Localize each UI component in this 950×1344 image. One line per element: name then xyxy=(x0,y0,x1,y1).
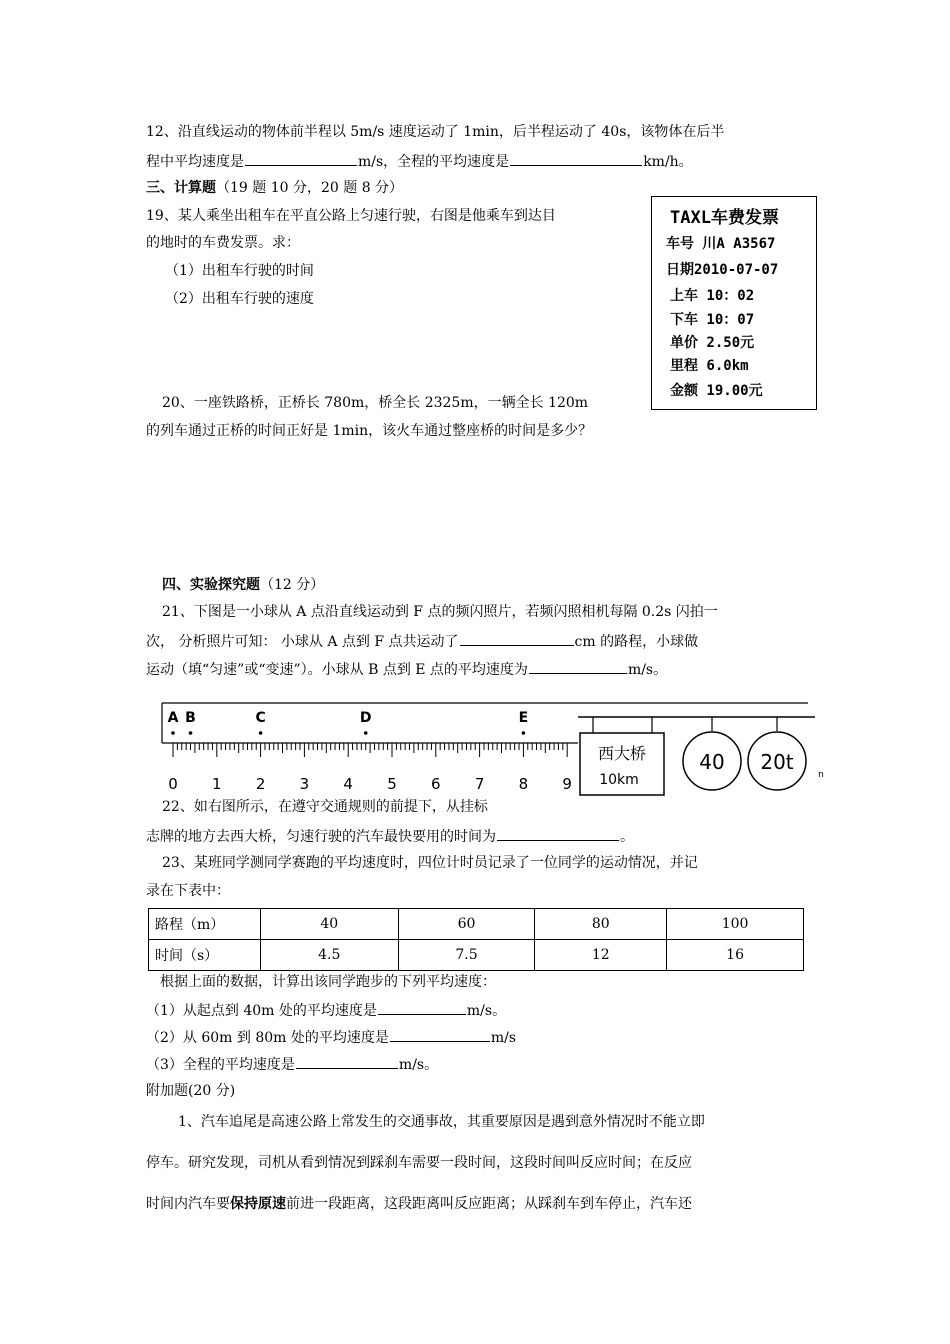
table-cell: 路程（m） xyxy=(149,909,261,940)
receipt-plate: 车号 川A A3567 xyxy=(666,236,776,252)
table-cell: 40 xyxy=(260,909,398,940)
q19-line2: 的地时的车费发票。求： xyxy=(146,235,300,251)
receipt-title: TAXL车费发票 xyxy=(670,208,779,228)
ruler-number: 8 xyxy=(518,775,529,793)
q21-answer-blank-2[interactable] xyxy=(529,658,627,674)
ruler-point-label: B xyxy=(185,710,196,726)
ruler-number: 6 xyxy=(431,775,441,793)
q23-intro: 根据上面的数据，计算出该同学跑步的下列平均速度： xyxy=(160,974,496,990)
ruler-point-label: E xyxy=(518,710,529,726)
q23-p3-text-b: m/s。 xyxy=(398,1057,439,1073)
ruler-number: 9 xyxy=(562,775,572,793)
q21-text-b: cm 的路程，小球做 xyxy=(574,634,699,650)
q19-sub1: （1）出租车行驶的时间 xyxy=(165,263,314,279)
receipt-amount: 金额 19.00元 xyxy=(670,383,763,399)
ruler-ball-dot xyxy=(522,731,526,735)
q23-answer-blank-2[interactable] xyxy=(390,1026,490,1042)
ruler-number: 4 xyxy=(343,775,353,793)
section3-heading xyxy=(146,178,403,198)
table-row xyxy=(149,909,804,940)
q23-p1-text-a: （1）从起点到 40m 处的平均速度是 xyxy=(146,1003,377,1019)
ruler-ball-dot xyxy=(259,731,263,735)
q21-text-d: m/s。 xyxy=(627,662,668,678)
bonus-line3 xyxy=(146,1194,692,1214)
q22-text-a: 志牌的地方去西大桥，匀速行驶的汽车最快要用的时间为 xyxy=(146,829,496,845)
q19-line1: 19、某人乘坐出租车在平直公路上匀速行驶，右图是他乘车到达目 xyxy=(146,208,556,224)
q22-line2 xyxy=(146,825,634,847)
ruler-number: 7 xyxy=(474,775,485,793)
q12-answer-blank-2[interactable] xyxy=(510,150,642,166)
receipt-board-time: 上车 10：02 xyxy=(670,288,755,304)
ruler-number: 5 xyxy=(387,775,397,793)
ruler-number: 1 xyxy=(212,775,222,793)
q21-answer-blank-1[interactable] xyxy=(460,630,574,646)
q12-line2 xyxy=(146,150,693,172)
q22-answer-blank[interactable] xyxy=(497,825,619,841)
q23-p1-text-b: m/s。 xyxy=(466,1003,507,1019)
speed-limit-value: 40 xyxy=(699,750,725,774)
section4-title: 四、实验探究题 xyxy=(162,577,260,593)
bonus-line3-text-b: 前进一段距离，这段距离叫反应距离；从踩刹车到车停止，汽车还 xyxy=(286,1196,692,1212)
q12-text-b: m/s，全程的平均速度是 xyxy=(358,154,510,170)
section3-note: （19 题 10 分，20 题 8 分） xyxy=(216,180,404,196)
q12-answer-blank-1[interactable] xyxy=(245,150,357,166)
ruler-ball-dot xyxy=(171,731,175,735)
table-cell: 100 xyxy=(667,909,804,940)
ruler-ticks xyxy=(173,743,567,757)
bonus-line3-text-a: 时间内汽车要 xyxy=(146,1196,230,1212)
table-row xyxy=(149,940,804,971)
q12-text-c: km/h。 xyxy=(643,154,693,170)
ruler-point-label: D xyxy=(359,710,372,726)
q21-line2 xyxy=(146,630,698,652)
table-cell: 60 xyxy=(398,909,535,940)
section4-heading xyxy=(162,575,324,595)
table-cell: 16 xyxy=(667,940,804,971)
q21-line1: 21、下图是一小球从 A 点沿直线运动到 F 点的频闪照片，若频闪照相机每隔 0.2s 闪拍一 xyxy=(162,604,718,620)
q21-text-a: 次， 分析照片可知： 小球从 A 点到 F 点共运动了 xyxy=(146,634,459,650)
ruler-number: 2 xyxy=(255,775,266,793)
receipt-distance: 里程 6.0km xyxy=(670,358,749,374)
q23-p3-text-a: （3）全程的平均速度是 xyxy=(146,1057,295,1073)
bridge-sign-distance: 10km xyxy=(599,772,639,788)
q23-part1 xyxy=(146,999,506,1021)
table-cell: 12 xyxy=(535,940,667,971)
ruler-ball-dot xyxy=(364,731,368,735)
bridge-sign-name: 西大桥 xyxy=(597,744,647,763)
bonus-line2: 停车。研究发现，司机从看到情况到踩刹车需要一段时间，这段时间叫反应时间；在反应 xyxy=(146,1155,692,1171)
taxi-receipt xyxy=(651,196,817,410)
q22-line1: 22、如右图所示，在遵守交通规则的前提下，从挂标 xyxy=(162,799,488,815)
table-cell: 7.5 xyxy=(398,940,535,971)
ruler-numbers xyxy=(168,775,572,793)
q23-line2: 录在下表中： xyxy=(146,883,230,899)
q19-sub2: （2）出租车行驶的速度 xyxy=(165,291,314,307)
strobe-ruler-figure xyxy=(0,695,950,800)
bonus-emphasis: 保持原速 xyxy=(230,1196,286,1212)
q23-answer-blank-3[interactable] xyxy=(296,1053,398,1069)
q23-part3 xyxy=(146,1053,438,1075)
receipt-date: 日期2010-07-07 xyxy=(666,262,779,278)
bonus-line1: 1、汽车追尾是高速公路上常发生的交通事故，其重要原因是遇到意外情况时不能立即 xyxy=(178,1114,705,1130)
q20-line2: 的列车通过正桥的时间正好是 1min，该火车通过整座桥的时间是多少？ xyxy=(146,423,593,439)
receipt-unit-price: 单价 2.50元 xyxy=(670,335,755,351)
ruler-number: 3 xyxy=(299,775,310,793)
ruler-point-label: A xyxy=(167,710,179,726)
table-cell: 时间（s） xyxy=(149,940,261,971)
q23-line1: 23、某班同学测同学赛跑的平均速度时，四位计时员记录了一位同学的运动情况，并记 xyxy=(162,855,698,871)
weight-limit-value: 20t xyxy=(760,750,794,774)
receipt-alight-time: 下车 10：07 xyxy=(670,312,755,328)
table-cell: 80 xyxy=(535,909,667,940)
bonus-title: 附加题(20 分) xyxy=(146,1083,236,1099)
table-cell: 4.5 xyxy=(260,940,398,971)
q23-p2-text-a: （2）从 60m 到 80m 处的平均速度是 xyxy=(146,1030,389,1046)
q21-text-c: 运动（填“匀速”或“变速”）。小球从 B 点到 E 点的平均速度为 xyxy=(146,662,528,678)
ruler-points xyxy=(168,710,529,735)
ruler-point-label: C xyxy=(255,710,266,726)
q23-answer-blank-1[interactable] xyxy=(378,999,466,1015)
section3-title: 三、计算题 xyxy=(146,180,216,196)
ruler-number: 0 xyxy=(168,775,178,793)
q23-part2 xyxy=(146,1026,516,1048)
stray-mark: n xyxy=(818,770,824,780)
q12-text-a: 程中平均速度是 xyxy=(146,154,244,170)
q20-line1: 20、一座铁路桥，正桥长 780m，桥全长 2325m，一辆全长 120m xyxy=(162,395,589,411)
ruler-ball-dot xyxy=(189,731,193,735)
q22-text-b: 。 xyxy=(620,829,634,845)
q21-line3 xyxy=(146,658,667,680)
q23-p2-text-b: m/s xyxy=(490,1030,517,1046)
q23-data-table xyxy=(148,908,804,971)
section4-note: （12 分） xyxy=(260,577,325,593)
q12-line1: 12、沿直线运动的物体前半程以 5m/s 速度运动了 1min，后半程运动了 40s，该物体在后半 xyxy=(146,124,725,140)
